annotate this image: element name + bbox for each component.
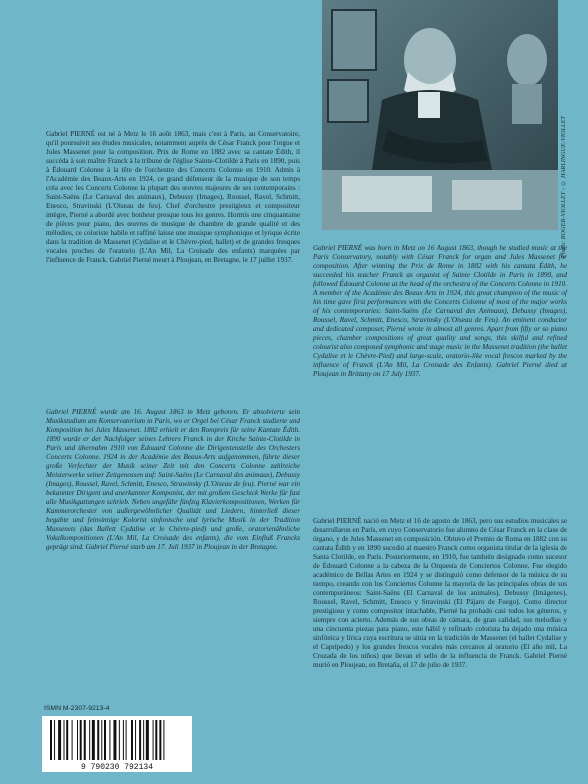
english-text: Gabriel PIERNÉ was born in Metz on 16 August 1863, though he studied music at the Paris Conservatory, notably with César Franck for organ and Jules Massenet for composition. After winning the Prix de Rome in 1882 with his cantata Édith, he succeeded his teacher Franck as organist of Sainte Clotilde in Paris in 1890, and followed Édouard Colonne at the head of the orchestra of the Concerts Colonne in 1910. A member of the Académie des Beaux Arts in 1924, this great champion of the music of his time gave first performances with the Concerts Colonne of most of the major works of his contemporaries: Saint-Saëns (Le Carnaval des Animaux), Debussy (Images), Roussel, Ravel, Schmitt, Enesco, Stravinsky (L'Oiseau de Feu). An eminent conductor and dedicated composer, Pierné wrote in almost all genres. Apart from fifty or so piano pieces, chamber compositions of great quality and songs, this skilful and refined colourist also composed symphonic and stage music in the Massenet tradition (the ballet Cydalise et le Chèvre-Pied) and large-scale, oratorio-like vocal frescos marked by the influence of Franck (L'An Mil, La Croisade des Enfants). Gabriel Pierné died at Ploujean in Brittany on 17 July 1937.	[313, 244, 567, 378]
barcode-bar	[54, 720, 55, 760]
barcode-bar	[64, 720, 65, 760]
barcode-bar	[66, 720, 68, 760]
barcode-bar	[97, 720, 99, 760]
barcode-bar	[139, 720, 141, 760]
barcode-bar	[126, 720, 127, 760]
barcode-bar	[113, 720, 116, 760]
barcode-bar	[131, 720, 133, 760]
spanish-text: Gabriel PIERNÉ nació en Metz el 16 de agosto de 1863, pero sus estudios musicales se desarrollaron en París, en cuyo Conservatorio fue alumno de César Franck en la clase de órgano, y de Jules Massenet en composición. Obtuvo el Premio de Roma en 1882 con su cantata Édith y en 1890 sucedió al maestro Franck como organista titular de la iglesia de Santa Clotilde, en París. Posteriormente, en 1910, fue también designado como sucesor de Édouard Colonne a la cabeza de la Orquesta de Conciertos Colonne. Fue elegido académico de Bellas Artes en 1924 y se distinguió como defensor de la música de su tiempo, creando con los Conciertos Colonne la mayoría de las principales obras de sus contemporáneos: Saint-Saëns (El Carnaval de los animales), Debussy (Imágenes), Roussel, Ravel, Schmitt, Enesco y Stravinski (El Pájaro de Fuego). Como director prestigioso y como compositor íntachable, Pierné ha probado casi todos los géneros, y siempre con acierto. Además de sus obras de cámara, de gran calidad, sus melodías y una cincuenta piezas para piano, este hábil y refinado colorista ha dejado una música sinfónica y lírica cuya escritura se sitúa en la tradición de Massenet (el ballet Cydalise y el Caprípedo) y los grandes frescos vocales más cercanos al oratorio (El año mil, La Cruzada de los niños) que llevan el sello de la influencia de Franck. Gabriel Pierné murió en Ploujean, en Bretaña, el 17 de julio de 1937.	[313, 517, 567, 669]
barcode-bar	[84, 720, 86, 760]
barcode-bar	[80, 720, 82, 760]
german-biography	[46, 408, 300, 552]
ismn-number: ISMN M-2307-9213-4	[44, 705, 110, 712]
barcode-bar	[135, 720, 136, 760]
barcode-bar	[77, 720, 78, 760]
barcode-bar	[92, 720, 95, 760]
barcode-bar	[155, 720, 157, 760]
barcode-graphic	[42, 716, 192, 772]
barcode-bar	[72, 720, 73, 760]
barcode-bar	[89, 720, 90, 760]
portrait-photo-image	[322, 0, 558, 230]
french-biography	[46, 130, 300, 265]
german-text: Gabriel PIERNÉ wurde am 16. August 1863 in Metz geboren. Er absolvierte sein Musikstudium am Konservatorium in Paris, wo er Orgel bei César Franck studierte und Komposition bei Jules Massenet. 1882 erhielt er den Rompreis für seine Kantate Édith. 1890 wurde er der Nachfolger seines Lehrers Franck in der Kirche Sainte-Clotilde in Paris und übernahm 1910 von Édouard Colonne die Dirigentenstelle des Orchesters Concerts Colonne. 1924 in der Académie des Beaux-Arts aufgenommen, führte dieser große Verfechter der Musik seiner Zeit mit den Concerts Colonne zahlreiche Meisterwerke seiner Zeitgenossen auf: Saint-Saëns (Le Carnaval des animaux), Debussy (Images), Roussel, Ravel, Schmitt, Enesco, Strawinsky (L'Oiseau de feu). Pierné war ein bekannter Dirigent und anerkannter Komponist, der mit großem Geschick Werke für fast alle Musikgattungen schrieb. Neben ungefähr fünfzig Klavierkompositionen, Werken für Kammerorchester von außergewöhnlicher Qualität und Liedern, hinterließ dieser begabte und feinsinnige Kolorist sinfonische und lyrische Musik in der Tradition Massenets (das Ballett Cydalise et le Chèvre-pied) und große, oratorienähnliche Vokalkompositionen (L'An Mil, La Croisade des enfants), die vom Einfluß Francks geprägt sind. Gabriel Pierné starb am 17. Juli 1937 in Ploujean in der Bretagne.	[46, 408, 300, 551]
barcode-bar	[104, 720, 106, 760]
barcode-digits: 9 790230 792134	[80, 763, 154, 772]
barcode-bar	[58, 720, 61, 760]
barcode-bar	[119, 720, 120, 760]
barcode-bar	[146, 720, 149, 760]
barcode-bar	[123, 720, 124, 760]
photo-credit: Photo: ROGER-VIOLLET - © HARLINGUE-VIOLLET	[560, 116, 567, 258]
barcode-bar	[101, 720, 102, 760]
portrait-photo	[322, 0, 558, 230]
barcode-bar	[143, 720, 144, 760]
barcode-bar	[163, 720, 164, 760]
barcode-bar	[153, 720, 154, 760]
barcode-bar	[50, 720, 52, 760]
barcode-bar	[159, 720, 161, 760]
spanish-biography	[313, 517, 567, 670]
french-text: Gabriel PIERNÉ est né à Metz le 16 août 1863, mais c'est à Paris, au Conservatoire, qu'il poursuivit ses études musicales, notamment auprès de César Franck pour l'orgue et Jules Massenet pour la composition. Prix de Rome en 1882 avec sa cantate Édith, il succéda à son maître Franck à la tribune de l'église Sainte-Clotilde à Paris en 1890, puis à Édouard Colonne à la tête de l'orchestre des Concerts Colonne en 1910. Admis à l'Académie des Beaux-Arts en 1924, ce grand défenseur de la musique de son temps créa avec les Concerts Colonne la plupart des œuvres majeures de ses contemporains : Saint-Saëns (Le Carnaval des animaux), Debussy (Images), Roussel, Ravel, Schmitt, Enesco, Stravinski (L'Oiseau de feu). Chef d'orchestre prestigieux et compositeur intègre, Pierné a abordé avec bonheur presque tous les genres. Hormis une cinquantaine de pièces pour piano, des œuvres de musique de chambre de grande qualité et des mélodies, ce coloriste habile et raffiné laisse une musique symphonique et lyrique écrite dans la tradition de Massenet (Cydalise et le Chèvre-pied, ballet) et de grandes fresques vocales proches de l'oratorio (L'An Mil, La Croisade des enfants) marquées par l'influence de Franck. Gabriel Pierné meurt à Ploujean, en Bretagne, le 17 juillet 1937.	[46, 130, 300, 264]
english-biography	[313, 244, 567, 379]
barcode	[42, 716, 192, 772]
barcode-bar	[109, 720, 110, 760]
